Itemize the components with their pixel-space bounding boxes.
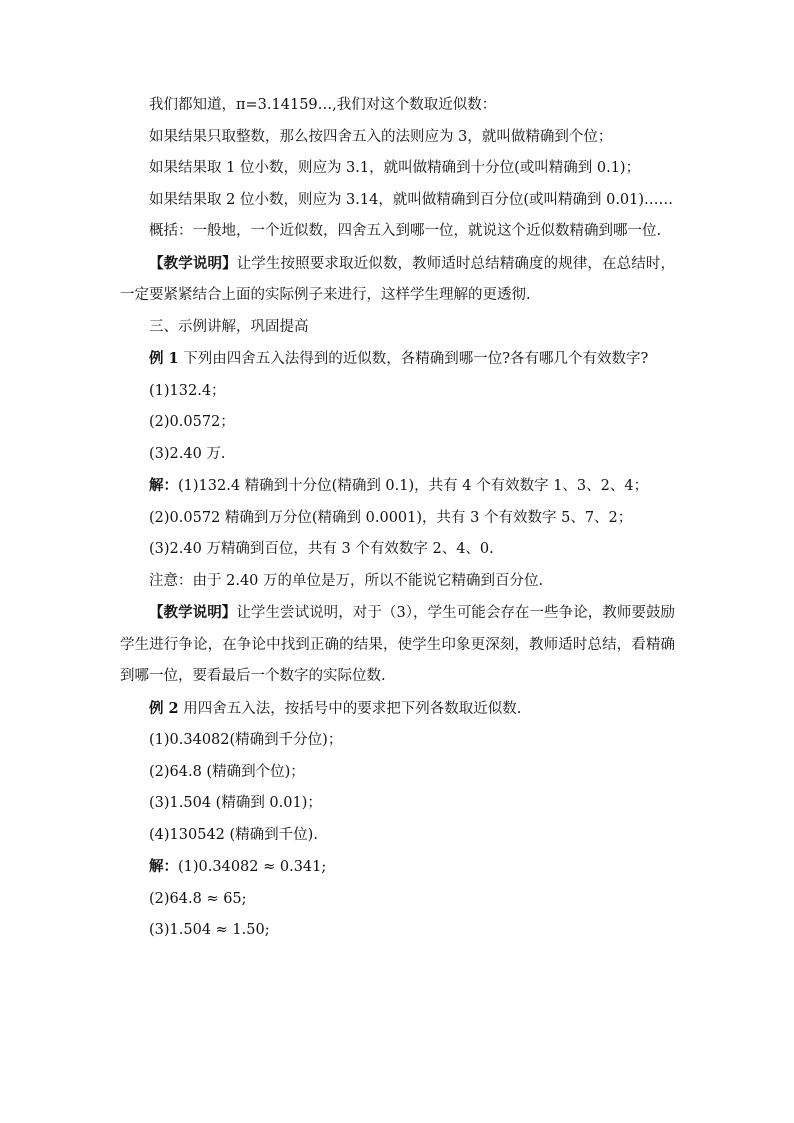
example-label: 例 2 — [149, 699, 179, 717]
ex1-solution-3: (3)2.40 万精确到百位，共有 3 个有效数字 2、4、0. — [149, 541, 494, 557]
ex1-item-1: (1)132.4； — [149, 382, 226, 399]
solution-label: 解： — [149, 858, 178, 875]
section-heading: 三、示例讲解，巩固提高 — [149, 318, 309, 335]
teaching-note-1: 【教学说明】让学生按照要求取近似数，教师适时总结精确度的规律，在总结时，一定要紧紧结合上面的实际例子来进行，这样学生理解的更透彻. — [120, 254, 675, 303]
ex2-solution-1: 解：(1)0.34082 ≈ 0.341; — [149, 858, 327, 875]
teaching-note-2: 【教学说明】让学生尝试说明，对于（3），学生可能会存在一些争论，教师要鼓励学生进行争论，在争论中找到正确的结果，使学生印象更深刻，教师适时总结，看精确到哪一位，要看最后一个数字的实际位数. — [120, 604, 675, 684]
example-1: 例 1 下列由四舍五入法得到的近似数，各精确到哪一位?各有哪几个有效数字? — [149, 350, 649, 367]
paragraph-two-decimal: 如果结果取 2 位小数，则应为 3.14，就叫做精确到百分位(或叫精确到 0.01)…… — [149, 191, 674, 208]
teaching-note-label: 【教学说明】 — [149, 254, 237, 272]
ex2-item-4: (4)130542 (精确到千位). — [149, 826, 318, 843]
document-body — [120, 90, 675, 947]
example-2: 例 2 用四舍五入法，按括号中的要求把下列各数取近似数. — [149, 699, 522, 717]
ex1-item-3: (3)2.40 万. — [149, 445, 226, 462]
ex2-item-2: (2)64.8 (精确到个位)； — [149, 763, 305, 780]
ex2-solution-2: (2)64.8 ≈ 65; — [149, 890, 247, 907]
ex2-item-1: (1)0.34082(精确到千分位)； — [149, 732, 343, 748]
ex1-solution-2: (2)0.0572 精确到万分位(精确到 0.0001)，共有 3 个有效数字 5、7、2； — [149, 509, 633, 526]
paragraph-one-decimal: 如果结果取 1 位小数，则应为 3.1，就叫做精确到十分位(或叫精确到 0.1)； — [149, 160, 641, 176]
paragraph-intro: 我们都知道，π=3.14159…,我们对这个数取近似数： — [149, 97, 497, 113]
paragraph-summary: 概括：一般地，一个近似数，四舍五入到哪一位，就说这个近似数精确到哪一位. — [149, 223, 662, 239]
ex1-note: 注意：由于 2.40 万的单位是万，所以不能说它精确到百分位. — [149, 572, 544, 589]
example-label: 例 1 — [149, 350, 179, 367]
ex2-item-3: (3)1.504 (精确到 0.01)； — [149, 795, 322, 811]
ex1-solution-1: 解：(1)132.4 精确到十分位(精确到 0.1)，共有 4 个有效数字 1、3、2、4； — [149, 477, 649, 494]
teaching-note-label: 【教学说明】 — [149, 604, 237, 621]
ex2-solution-3: (3)1.504 ≈ 1.50; — [149, 922, 270, 938]
ex1-item-2: (2)0.0572； — [149, 414, 235, 430]
paragraph-integer: 如果结果只取整数，那么按四舍五入的法则应为 3，就叫做精确到个位； — [149, 128, 613, 145]
solution-label: 解： — [149, 477, 178, 494]
